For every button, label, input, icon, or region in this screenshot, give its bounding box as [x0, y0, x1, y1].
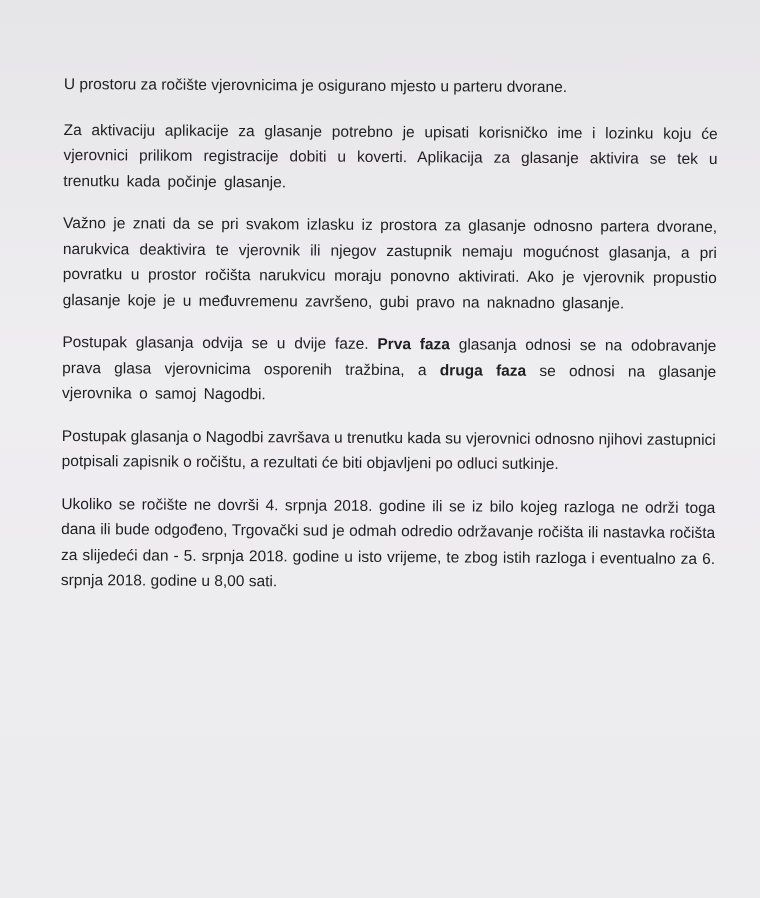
first-phase-label: Prva faza [377, 335, 450, 354]
paragraph-voting-end: Postupak glasanja o Nagodbi završava u trenutku kada su vjerovnici odnosno njihovi zastupnici potpisali zapisnik o ročištu, a rezultati će biti objavljeni po odluci sutkinje. [61, 427, 716, 474]
phases-text-3: se odnosi na glasanje vjerovnika o samoj Nagodbi. [61, 362, 717, 404]
paragraph-postponement: Ukoliko se ročište ne dovrši 4. srpnja 2018. godine ili se iz bilo kojeg razloga ne održi toga dana ili bude odgođeno, Trgovački sud je odmah odredio održavanje ročišta ili nastavka ročišta za slijedeći dan - 5. srpnja 2018. godine u isto vrijeme, te zbog istih razloga i eventualno za 6. srpnja 2018. godine u 8,00 sati. [60, 495, 716, 591]
document-body [61, 72, 718, 614]
paragraph-bracelet: Važno je znati da se pri svakom izlasku iz prostora za glasanje odnosno partera dvorane, narukvica deaktivira te vjerovnik ili njegov zastupnik nemaju mogućnost glasanja, a pri povratku u prostor ročišta narukvicu moraju ponovno aktivirati. Ako je vjerovnik propustio glasanje koje je u međuvremenu završeno, gubi pravo na naknadno glasanje. [62, 214, 718, 312]
phases-text-1: Postupak glasanja odvija se u dvije faze. [62, 333, 378, 353]
second-phase-label: druga faza [439, 361, 527, 380]
paragraph-venue: U prostoru za ročište vjerovnicima je osigurano mjesto u parteru dvorane. [63, 75, 568, 97]
paragraph-app-activation: Za aktivaciju aplikacije za glasanje potrebno je upisati korisničko ime i lozinku koju će vjerovnici prilikom registracije dobiti u koverti. Aplikacija za glasanje aktivira se tek u trenutku kada počinje glasanje. [63, 121, 718, 191]
phases-text-2: glasanja odnosi se na odobravanje prava glasa vjerovnicima osporenih tražbina, a [62, 336, 717, 379]
paragraph-voting-phases [62, 330, 716, 410]
